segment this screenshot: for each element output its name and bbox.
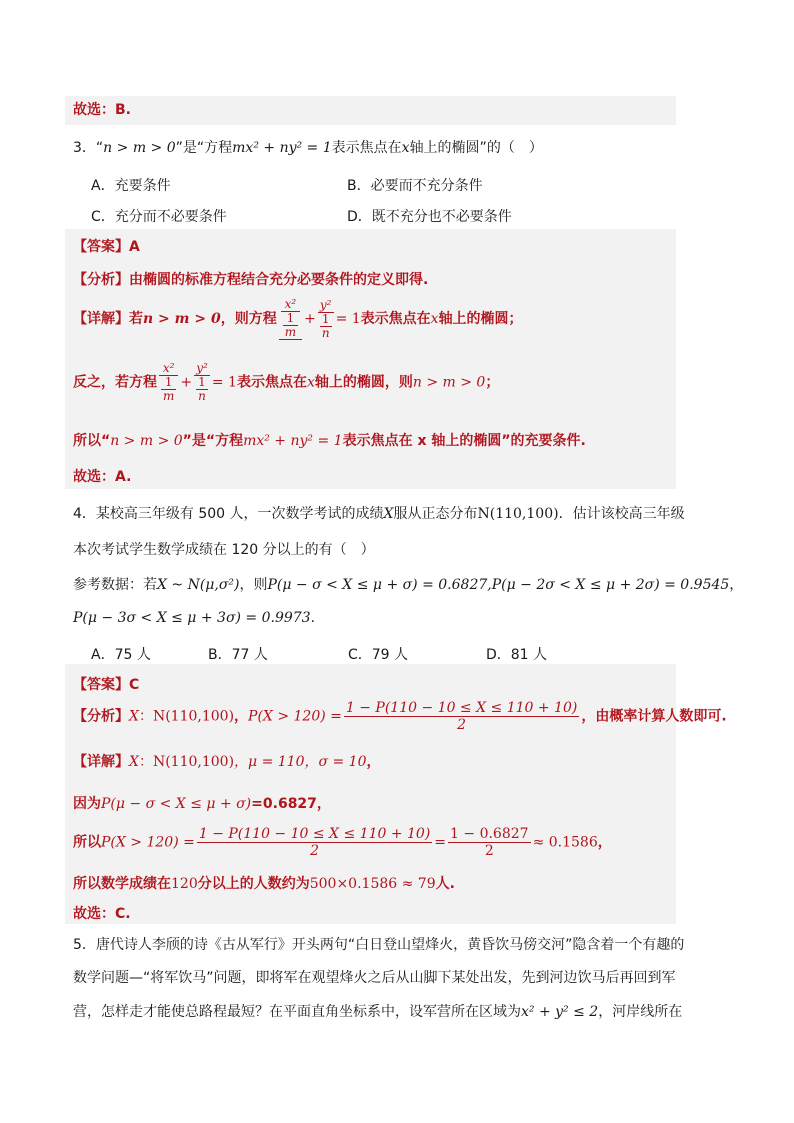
q3-stem-part: 轴上的椭圆”的（ ） <box>409 140 543 156</box>
plus: + <box>180 374 193 391</box>
n: n <box>321 325 330 340</box>
axis: x <box>306 374 315 391</box>
text: ，则 <box>239 577 268 593</box>
q4-detail-4 <box>73 873 455 893</box>
text: 服从正态分布 <box>393 506 478 522</box>
text: 所以数学成绩在 <box>73 876 171 892</box>
analysis-tag: 【分析】 <box>73 272 129 288</box>
q4-analysis <box>73 700 727 733</box>
mu: ，μ = 110 <box>234 754 305 770</box>
q3-answer <box>73 236 140 256</box>
q3-stem-part: ”是“方程 <box>175 140 233 156</box>
calc: 500×0.1586 ≈ 79 <box>309 876 436 892</box>
distribution: ：N(110,100) <box>138 708 235 725</box>
q3-equation: mx² + ny² = 1 <box>232 140 332 156</box>
q3-stem-part: 表示焦点在 <box>331 140 402 156</box>
prob-2: P(μ − 2σ < X ≤ μ + 2σ) = 0.9545 <box>491 577 730 593</box>
prob-3: P(μ − 3σ < X ≤ μ + 3σ) = 0.9973 <box>73 610 311 626</box>
one: 1 <box>320 313 332 327</box>
text: 表示焦点在 x 轴上的椭圆”的充要条件. <box>342 433 586 449</box>
text: 反之，若方程 <box>73 374 157 391</box>
q4-option-c: C．79 人 <box>348 647 409 663</box>
numerator: 1 − 0.6827 <box>450 826 529 842</box>
q4-detail-2 <box>73 793 331 813</box>
text: 所以“ <box>73 433 111 449</box>
text: ．估计该校高三年级 <box>558 506 685 522</box>
fraction-x <box>279 298 302 340</box>
distribution: X ~ N(μ,σ²) <box>157 577 240 593</box>
score: 120 <box>171 876 198 892</box>
q3-detail-1 <box>73 298 523 340</box>
answer-tag: 【答案】 <box>73 677 129 693</box>
one: 1 <box>161 376 176 390</box>
text: 表示焦点在 <box>236 374 307 391</box>
prev-answer-text: 故选：B. <box>73 102 131 118</box>
text: ，则方程 <box>220 311 277 327</box>
prob-1: P(μ − σ < X ≤ μ + σ) = 0.6827, <box>267 577 492 593</box>
q3-condition: n > m > 0 <box>103 140 176 156</box>
text: 若 <box>129 311 143 327</box>
y-squared: y² <box>318 299 334 313</box>
q4-stem-line-1 <box>73 503 685 523</box>
fraction-2 <box>448 826 531 859</box>
q4-stem-line-2: 本次考试学生数学成绩在 120 分以上的有（ ） <box>73 542 375 558</box>
text: 轴上的椭圆，则 <box>314 374 413 391</box>
distribution: N(110,100) <box>477 506 559 522</box>
q5-stem-line-1: 5．唐代诗人李颀的诗《古从军行》开头两句“白日登山望烽火，黄昏饮马傍交河”隐含着一个有趣的 <box>73 937 685 953</box>
variable-x: X <box>383 506 394 522</box>
text: 人. <box>435 876 455 892</box>
text: . <box>310 610 316 626</box>
answer-tag: 【答案】 <box>73 239 129 255</box>
text: 表示焦点在 <box>360 311 431 327</box>
text: 因为 <box>73 796 101 812</box>
fraction <box>344 700 579 733</box>
text: ，由概率计算人数即可. <box>581 708 727 725</box>
denominator: 2 <box>484 843 494 859</box>
q3-option-d: D．既不充分也不必要条件 <box>347 209 512 225</box>
text: 参考数据：若 <box>73 577 157 593</box>
prob: P(X > 120) = <box>101 834 195 851</box>
variable-x: X <box>129 708 139 725</box>
q3-d1-condition: n > m > 0 <box>143 311 221 327</box>
equals-one: = 1 <box>211 374 237 391</box>
equation: mx² + ny² = 1 <box>243 433 343 449</box>
text: ， <box>366 754 381 770</box>
q5-stem-line-2: 数学问题—“将军饮马”问题，即将军在观望烽火之后从山脚下某处出发，先到河边饮马后再回到军 <box>73 970 676 986</box>
q3-stem <box>73 137 543 157</box>
q3-option-a: A．充要条件 <box>91 178 171 194</box>
text: 轴上的椭圆； <box>438 311 523 327</box>
detail-tag: 【详解】 <box>73 311 129 327</box>
plus: + <box>304 311 316 327</box>
region-inequality: x² + y² ≤ 2 <box>521 1004 599 1020</box>
analysis-tag: 【分析】 <box>73 708 129 725</box>
q3-option-c: C．充分而不必要条件 <box>91 209 227 225</box>
q4-reference-line-2 <box>73 610 315 626</box>
text: ， <box>234 708 249 725</box>
fraction-y <box>318 299 334 340</box>
denominator: 2 <box>457 717 467 733</box>
q3-solution-block <box>65 229 676 489</box>
q4-answer <box>73 674 139 694</box>
x-squared: x² <box>159 362 178 376</box>
q3-detail-3 <box>73 430 586 450</box>
fraction-1 <box>197 826 432 859</box>
prev-answer-final <box>65 96 676 125</box>
detail-tag: 【详解】 <box>73 754 129 770</box>
q4-option-b: B．77 人 <box>208 647 268 663</box>
text: 4．某校高三年级有 500 人，一次数学考试的成绩 <box>73 506 384 522</box>
one: 1 <box>283 312 298 326</box>
equals: = <box>434 834 447 851</box>
q3-option-b: B．必要而不充分条件 <box>347 178 483 194</box>
text: =0.6827， <box>251 796 331 812</box>
q4-option-d: D．81 人 <box>486 647 548 663</box>
q3-analysis-text: 由椭圆的标准方程结合充分必要条件的定义即得. <box>129 272 429 288</box>
q4-final: 故选：C. <box>73 906 131 922</box>
m: m <box>284 325 297 339</box>
q3-answer-value: A <box>129 239 140 255</box>
prob: P(μ − σ < X ≤ μ + σ) <box>101 796 252 812</box>
q4-answer-value: C <box>129 677 140 693</box>
sigma: ，σ = 10 <box>304 754 367 770</box>
equals-one: = 1 <box>335 311 361 327</box>
prob: P(X > 120) = <box>248 708 342 725</box>
q3-axis: x <box>401 140 410 156</box>
text: 所以 <box>73 834 101 851</box>
text: ”是“方程 <box>182 433 244 449</box>
axis: x <box>430 311 439 327</box>
condition: n > m > 0 <box>110 433 183 449</box>
denominator: 2 <box>310 843 320 859</box>
text: ， <box>597 834 612 851</box>
q4-detail-3 <box>73 826 612 859</box>
q4-detail-1 <box>73 751 381 771</box>
one: 1 <box>196 376 208 390</box>
q5-stem-line-3 <box>73 1001 682 1021</box>
y-squared: y² <box>194 362 210 376</box>
m: m <box>163 389 175 403</box>
text: ； <box>485 374 500 391</box>
x-squared: x² <box>281 298 300 312</box>
approx: ≈ 0.1586 <box>532 834 598 851</box>
numerator: 1 − P(110 − 10 ≤ X ≤ 110 + 10) <box>345 700 578 716</box>
q3-final: 故选：A. <box>73 469 132 485</box>
text: 营，怎样走才能使总路程最短？在平面直角坐标系中，设军营所在区域为 <box>73 1004 521 1020</box>
text: ， <box>729 577 744 593</box>
q3-detail-2 <box>73 362 499 403</box>
condition: n > m > 0 <box>412 374 486 391</box>
text: 分以上的人数约为 <box>197 876 310 892</box>
numerator: 1 − P(110 − 10 ≤ X ≤ 110 + 10) <box>198 826 431 842</box>
q4-option-a: A．75 人 <box>91 647 151 663</box>
distribution: ：N(110,100) <box>138 754 235 770</box>
fraction-x <box>159 362 178 403</box>
n: n <box>198 389 206 403</box>
variable-x: X <box>129 754 139 770</box>
q3-analysis <box>73 269 428 289</box>
fraction-y <box>194 362 210 403</box>
text: ，河岸线所在 <box>598 1004 683 1020</box>
q4-reference-line-1 <box>73 574 743 594</box>
q3-stem-part: 3．“ <box>73 140 104 156</box>
